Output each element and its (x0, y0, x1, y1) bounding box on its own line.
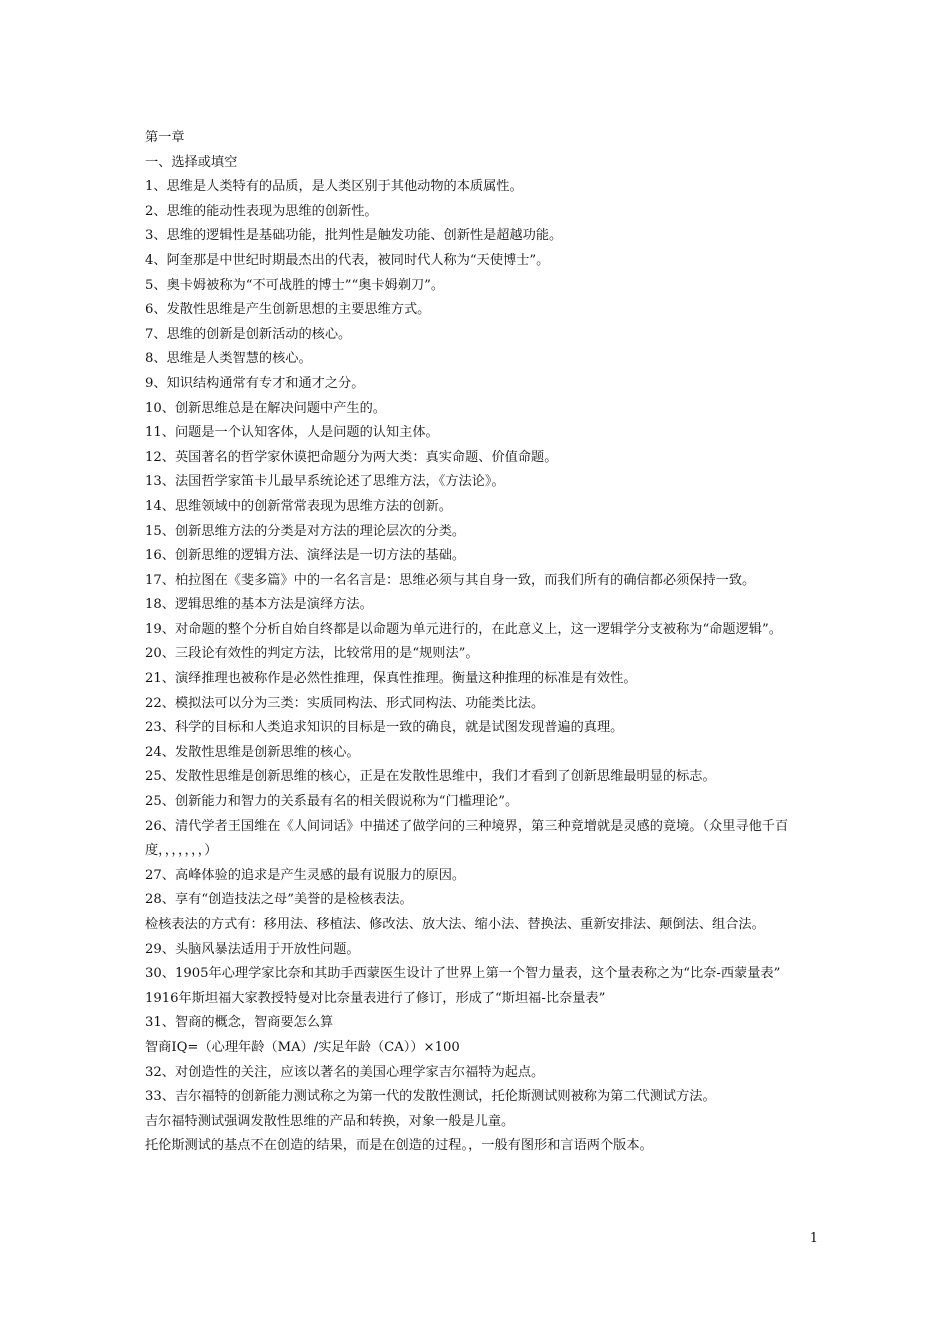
text-line: 27、高峰体验的追求是产生灵感的最有说服力的原因。 (145, 867, 466, 883)
text-line: 10、创新思维总是在解决问题中产生的。 (145, 400, 386, 416)
text-line: 23、科学的目标和人类追求知识的目标是一致的确良，就是试图发现普遍的真理。 (145, 720, 624, 736)
text-line: 1、思维是人类特有的品质，是人类区别于其他动物的本质属性。 (145, 179, 523, 195)
text-line: 28、享有“创造技法之母”美誉的是检核表法。 (145, 892, 413, 908)
text-line: 1916年斯坦福大家教授特曼对比奈量表进行了修订，形成了“斯坦福-比奈量表” (145, 990, 606, 1006)
text-line: 6、发散性思维是产生创新思想的主要思维方式。 (145, 302, 431, 318)
text-line: 7、思维的创新是创新活动的核心。 (145, 326, 352, 342)
text-line: 20、三段论有效性的判定方法，比较常用的是“规则法”。 (145, 646, 479, 662)
text-line: 托伦斯测试的基点不在创造的结果，而是在创造的过程。，一般有图形和言语两个版本。 (145, 1138, 653, 1154)
text-line: 14、思维领域中的创新常常表现为思维方法的创新。 (145, 498, 452, 514)
text-line: 24、发散性思维是创新思维的核心。 (145, 744, 360, 760)
text-line: 2、思维的能动性表现为思维的创新性。 (145, 203, 378, 219)
text-line: 26、清代学者王国维在《人间词话》中描述了做学问的三种境界，第三种竟增就是灵感的竟境。（众里寻他千百度，，，，，，，） (145, 818, 789, 859)
text-line: 30、1905年心理学家比奈和其助手西蒙医生设计了世界上第一个智力量表，这个量表称之为“比奈-西蒙量表” (145, 966, 781, 982)
chapter-heading: 第一章 (145, 130, 185, 145)
text-line: 25、发散性思维是创新思维的核心，正是在发散性思维中，我们才看到了创新思维最明显的标志。 (145, 769, 716, 785)
text-line: 吉尔福特测试强调发散性思维的产品和转换，对象一般是儿童。 (145, 1113, 515, 1129)
text-line: 智商IQ=（心理年龄（MA）/实足年龄（CA））×100 (145, 1039, 460, 1055)
section-heading: 一、选择或填空 (145, 154, 238, 170)
text-line: 检核表法的方式有：移用法、移植法、修改法、放大法、缩小法、替换法、重新安排法、颠倒法、组合法。 (145, 917, 765, 932)
page-number: 1 (809, 1231, 818, 1246)
text-line: 33、吉尔福特的创新能力测试称之为第一代的发散性测试，托伦斯测试则被称为第二代测试方法。 (145, 1089, 716, 1105)
text-line: 32、对创造性的关注，应该以著名的美国心理学家吉尔福特为起点。 (145, 1064, 545, 1080)
text-line: 22、模拟法可以分为三类：实质同构法、形式同构法、功能类比法。 (145, 695, 545, 711)
text-line: 5、奥卡姆被称为“不可战胜的博士”“奥卡姆剃刀”。 (145, 277, 445, 293)
text-line: 15、创新思维方法的分类是对方法的理论层次的分类。 (145, 523, 466, 539)
text-line: 18、逻辑思维的基本方法是演绎方法。 (145, 597, 373, 613)
text-line: 21、演绎推理也被称作是必然性推理，保真性推理。衡量这种推理的标准是有效性。 (145, 671, 637, 687)
text-line: 9、知识结构通常有专才和通才之分。 (145, 375, 365, 391)
text-line: 3、思维的逻辑性是基础功能，批判性是触发功能、创新性是超越功能。 (145, 228, 563, 244)
text-line: 17、柏拉图在《斐多篇》中的一名名言是：思维必须与其自身一致，而我们所有的确信都必须保持一致。 (145, 572, 756, 588)
text-line: 31、智商的概念，智商要怎么算 (145, 1015, 334, 1031)
text-line: 25、创新能力和智力的关系最有名的相关假说称为“门槛理论”。 (145, 794, 519, 810)
document-body (145, 126, 817, 1159)
text-line: 19、对命题的整个分析自始自终都是以命题为单元进行的，在此意义上，这一逻辑学分支被称为“命题逻辑”。 (145, 621, 782, 637)
text-line: 16、创新思维的逻辑方法、演绎法是一切方法的基础。 (145, 548, 466, 564)
text-line: 12、英国著名的哲学家休谟把命题分为两大类：真实命题、价值命题。 (145, 449, 558, 465)
text-line: 29、头脑风暴法适用于开放性问题。 (145, 941, 360, 957)
text-line: 4、阿奎那是中世纪时期最杰出的代表，被同时代人称为“天使博士”。 (145, 252, 550, 268)
text-line: 8、思维是人类智慧的核心。 (145, 351, 312, 367)
text-line: 11、问题是一个认知客体，人是问题的认知主体。 (145, 425, 439, 441)
text-line: 13、法国哲学家笛卡儿最早系统论述了思维方法，《方法论》。 (145, 474, 505, 490)
